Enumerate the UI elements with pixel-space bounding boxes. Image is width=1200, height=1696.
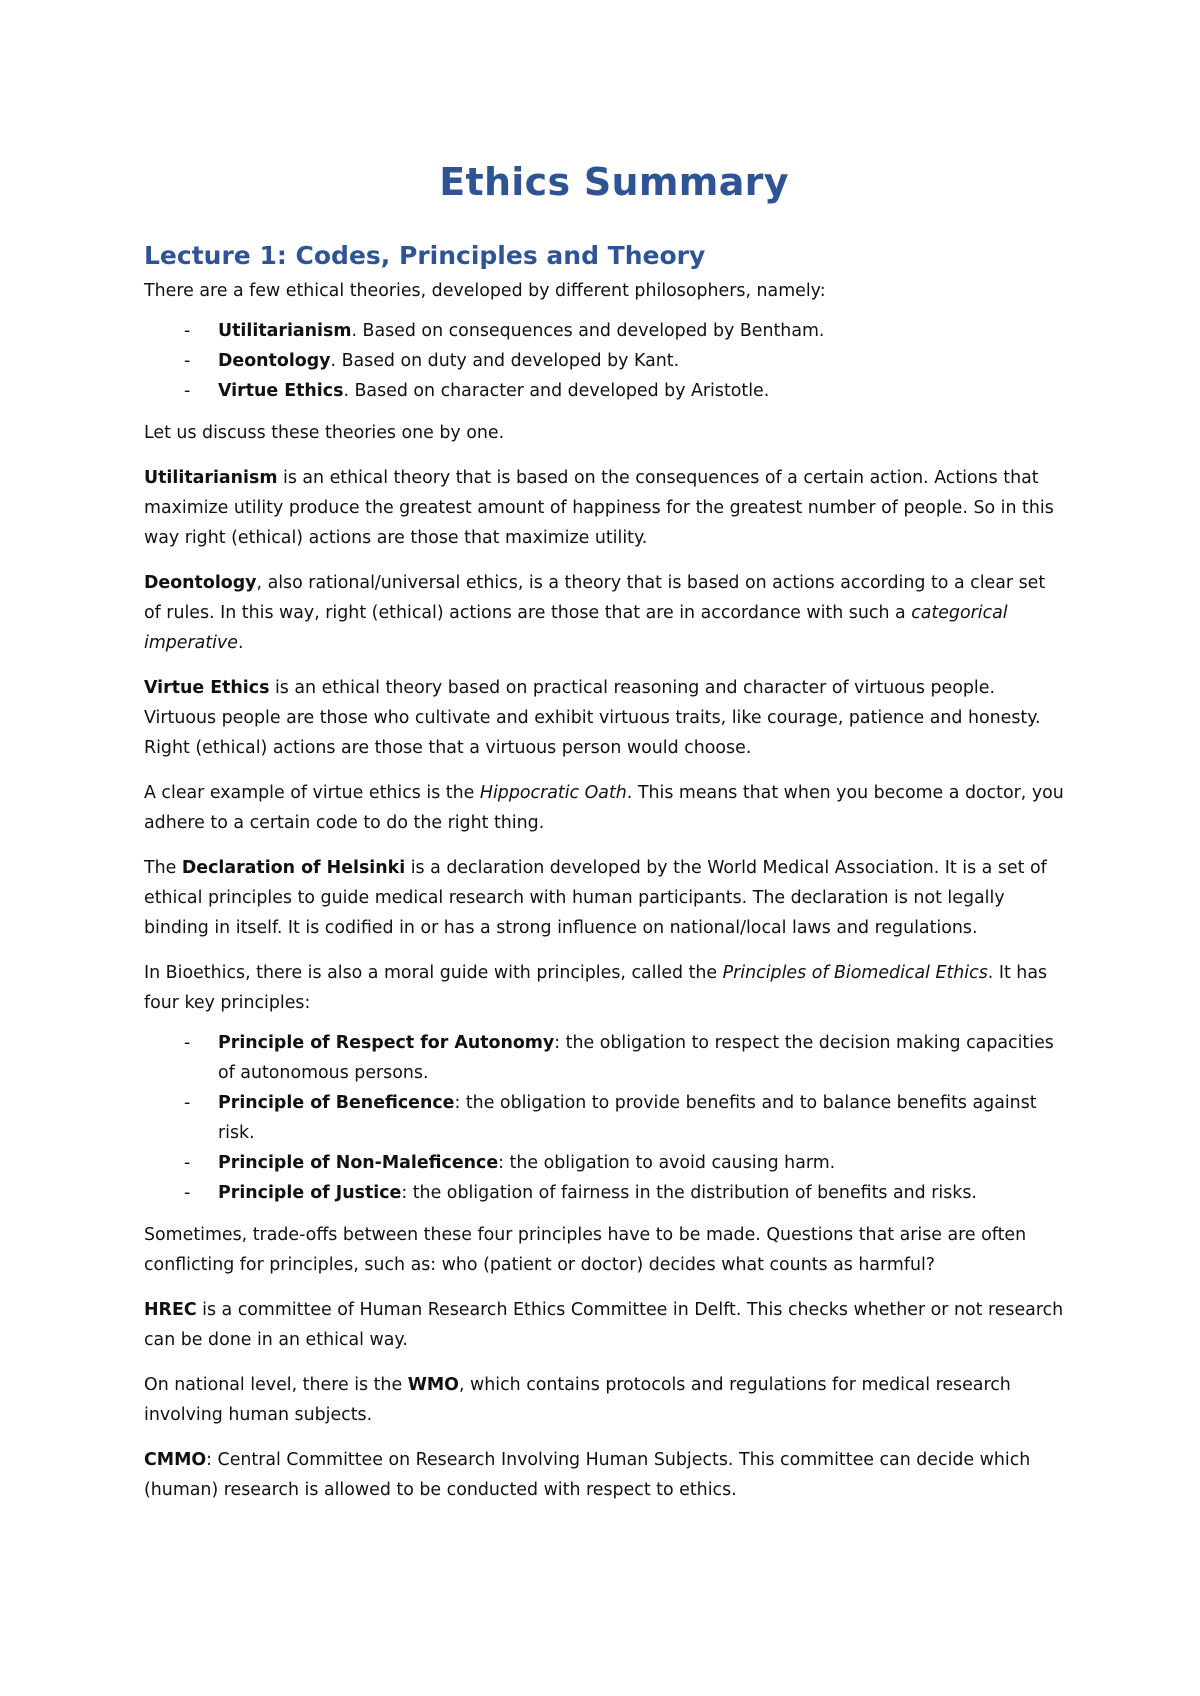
cmmo-text: : Central Committee on Research Involving Human Subjects. This committee can decide which (human) research is allowed to be conducted with respect to ethics. [144,1450,1031,1500]
oath-after: . This means that when you become a doctor, you adhere to a certain code to do the right thing. [144,783,1064,833]
oath-italic: Hippocratic Oath [479,783,627,803]
hrec-term: HREC [144,1300,197,1320]
list-item [144,1088,1064,1148]
wmo-after: , which contains protocols and regulations for medical research involving human subjects. [144,1375,1011,1425]
principle-term: Principle of Justice [218,1183,402,1203]
helsinki-before: The [144,858,182,878]
principles-list [144,1028,1064,1208]
hrec-paragraph [144,1295,1064,1355]
principle-desc: : the obligation to respect the decision making capacities of autonomous persons. [218,1033,1054,1083]
oath-before: A clear example of virtue ethics is the [144,783,480,803]
document-page [144,160,1064,1520]
helsinki-paragraph [144,853,1064,943]
theory-desc: . Based on character and developed by Aristotle. [343,381,770,401]
list-item [144,1178,1064,1208]
list-item [144,1148,1064,1178]
deontology-term: Deontology [144,573,257,593]
wmo-paragraph [144,1370,1064,1430]
helsinki-text: is a declaration developed by the World Medical Association. It is a set of ethical principles to guide medical research with human participants. The declaration is not legally binding in itself. It is codified in or has a strong influence on national/local laws and regulations. [144,858,1047,938]
list-item [144,376,1064,406]
list-item [144,316,1064,346]
deontology-paragraph [144,568,1064,658]
virtue-term: Virtue Ethics [144,678,270,698]
utilitarianism-paragraph [144,463,1064,553]
principle-desc: : the obligation to avoid causing harm. [498,1153,836,1173]
principle-desc: : the obligation to provide benefits and to balance benefits against risk. [218,1093,1037,1143]
tradeoffs-paragraph: Sometimes, trade-offs between these four principles have to be made. Questions that arise are often conflicting for principles, such as: who (patient or doctor) decides what counts as harmful? [144,1225,1027,1275]
principle-desc: : the obligation of fairness in the distribution of benefits and risks. [401,1183,977,1203]
hrec-text: is a committee of Human Research Ethics Committee in Delft. This checks whether or not research can be done in an ethical way. [144,1300,1064,1350]
theory-term: Deontology [218,351,331,371]
theory-term: Utilitarianism [218,321,352,341]
bioethics-paragraph [144,958,1064,1018]
principle-term: Principle of Respect for Autonomy [218,1033,555,1053]
helsinki-term: Declaration of Helsinki [181,858,406,878]
oath-paragraph [144,778,1064,838]
cmmo-term: CMMO [144,1450,207,1470]
cmmo-paragraph [144,1445,1064,1505]
wmo-term: WMO [407,1375,459,1395]
deontology-end: . [237,633,244,653]
bioethics-before: In Bioethics, there is also a moral guide with principles, called the [144,963,723,983]
list-item [144,346,1064,376]
theory-term: Virtue Ethics [218,381,344,401]
deontology-text: , also rational/universal ethics, is a theory that is based on actions according to a clear set of rules. In this way, right (ethical) actions are those that are in accordance with such a [144,573,1046,623]
theory-desc: . Based on duty and developed by Kant. [330,351,680,371]
wmo-before: On national level, there is the [144,1375,408,1395]
document-title: Ethics Summary [439,160,789,204]
virtue-text: is an ethical theory based on practical reasoning and character of virtuous people. Virtuous people are those who cultivate and exhibit virtuous traits, like courage, patience and honesty. Right (ethical) actions are those that a virtuous person would choose. [144,678,1041,758]
principle-term: Principle of Beneficence [218,1093,455,1113]
principle-term: Principle of Non-Maleficence [218,1153,499,1173]
theories-list [144,316,1064,406]
virtue-paragraph [144,673,1064,763]
utilitarianism-text: is an ethical theory that is based on the consequences of a certain action. Actions that maximize utility produce the greatest amount of happiness for the greatest number of people. So in this way right (ethical) actions are those that maximize utility. [144,468,1054,548]
discuss-paragraph: Let us discuss these theories one by one. [144,423,505,443]
deontology-italic: categorical imperative [144,603,1008,653]
list-item [144,1028,1064,1088]
bioethics-after: . It has four key principles: [144,963,1048,1013]
section-heading: Lecture 1: Codes, Principles and Theory [144,241,706,270]
utilitarianism-term: Utilitarianism [144,468,278,488]
bioethics-italic: Principles of Biomedical Ethics [722,963,988,983]
theory-desc: . Based on consequences and developed by Bentham. [351,321,825,341]
intro-paragraph: There are a few ethical theories, developed by different philosophers, namely: [144,281,826,301]
